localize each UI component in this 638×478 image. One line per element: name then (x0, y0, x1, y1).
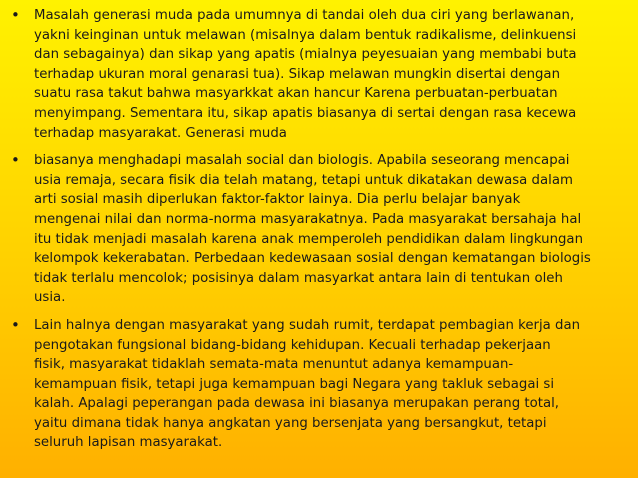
text-line: yakni keinginan untuk melawan (misalnya dalam bentuk radikalisme, delinkuensi (34, 27, 577, 43)
text-line: itu tidak menjadi masalah karena anak memperoleh pendidikan dalam lingkungan (34, 231, 584, 247)
text-line: biasanya menghadapi masalah social dan biologis. Apabila seseorang mencapai (34, 153, 570, 169)
text-line: seluruh lapisan masyarakat. (34, 435, 223, 451)
text-line: usia. (34, 290, 66, 306)
text-line: dan sebagainya) dan sikap yang apatis (mialnya peyesuaian yang membabi buta (34, 47, 577, 63)
paragraph-text (34, 151, 630, 308)
text-line: pengotakan fungsional bidang-bidang kehidupan. Kecuali terhadap pekerjaan (34, 337, 551, 353)
text-line: tidak terlalu mencolok; posisinya dalam masyarkat antara lain di tentukan oleh (34, 270, 563, 286)
text-line: menyimpang. Sementara itu, sikap apatis biasanya di sertai dengan rasa kecewa (34, 105, 577, 121)
text-line: fisik, masyarakat tidaklah semata-mata menuntut adanya kemampuan- (34, 357, 514, 373)
text-line: Lain halnya dengan masyarakat yang sudah rumit, terdapat pembagian kerja dan (34, 317, 581, 333)
text-line: kelompok kekerabatan. Perbedaan kedewasaan sosial dengan kematangan biologis (34, 251, 591, 267)
text-line: kemampuan fisik, tetapi juga kemampuan bagi Negara yang takluk sebagai si (34, 376, 555, 392)
text-line: kalah. Apalagi peperangan pada dewasa ini biasanya merupakan perang total, (34, 396, 560, 412)
bullet-item (0, 6, 638, 143)
text-line: yaitu dimana tidak hanya angkatan yang bersenjata yang bersangkut, tetapi (34, 415, 547, 431)
bullet-item (0, 316, 638, 453)
bullet-dot-icon: • (11, 151, 20, 170)
text-line: usia remaja, secara fisik dia telah matang, tetapi untuk dikatakan dewasa dalam (34, 172, 573, 188)
bullet-dot-icon: • (11, 315, 20, 334)
paragraph-text (34, 316, 630, 453)
text-line: arti sosial masih diperlukan faktor-faktor lainya. Dia perlu belajar banyak (34, 192, 521, 208)
text-line: Masalah generasi muda pada umumnya di tandai oleh dua ciri yang berlawanan, (34, 8, 575, 23)
text-line: terhadap masyarakat. Generasi muda (34, 125, 287, 141)
paragraph-text (34, 6, 630, 143)
bullet-dot-icon: • (11, 6, 20, 24)
bullet-item (0, 151, 638, 308)
text-line: suatu rasa takut bahwa masyarkkat akan hancur Karena perbuatan-perbuatan (34, 86, 558, 102)
text-line: terhadap ukuran moral genarasi tua). Sikap melawan mungkin disertai dengan (34, 66, 561, 82)
bullet-list (0, 6, 638, 461)
text-line: mengenai nilai dan norma-norma masyarakatnya. Pada masyarakat bersahaja hal (34, 211, 582, 227)
